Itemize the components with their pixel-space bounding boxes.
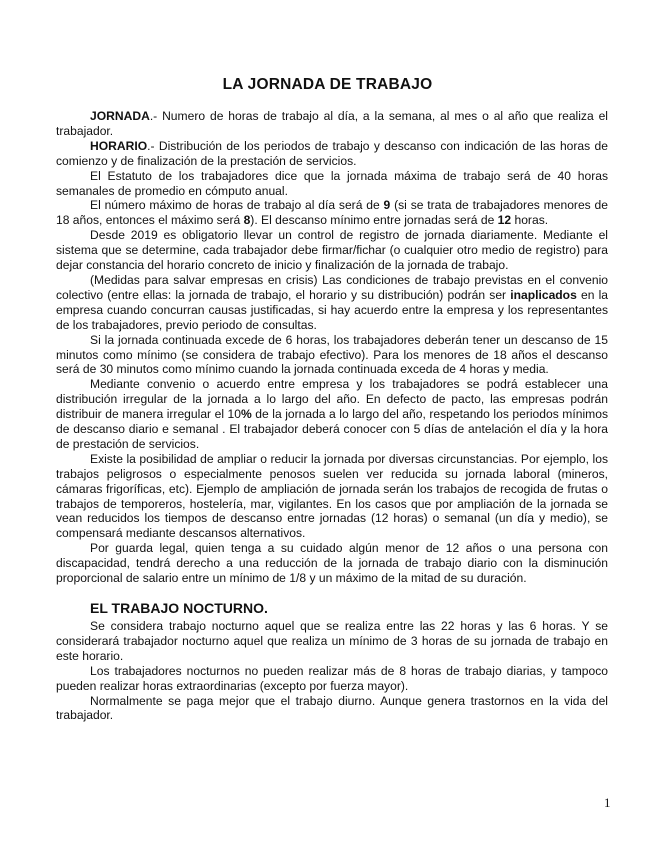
paragraph-continuada: Si la jornada continuada excede de 6 horas, los trabajadores deberán tener un descanso de 15 minutos como mínimo (se considera de trabajo efectivo). Para los menores de 18 años el descanso será de 30 minutos como mínimo cuando la jornada continuada exceda de 4 horas y media. (56, 332, 608, 377)
maximo-text-3: ). El descanso mínimo entre jornadas será de (250, 213, 498, 228)
paragraph-crisis (56, 273, 608, 333)
irregular-text-2: de la jornada a lo largo del año, respetando los periodos mínimos de descanso diario e semanal . El trabajador deberá conocer con 5 días de antelación el día y la hora de prestación de servicios. (56, 407, 608, 451)
maximo-text-2: (si se trata de trabajadores menores de 18 años, entonces el máximo será (56, 198, 608, 228)
term-jornada: JORNADA (90, 109, 150, 123)
document-body (56, 109, 608, 723)
paragraph-irregular (56, 377, 608, 452)
page-title: LA JORNADA DE TRABAJO (222, 76, 433, 93)
paragraph-ampliar: Existe la posibilidad de ampliar o reducir la jornada por diversas circunstancias. Por ejemplo, los trabajos peligrosos o especialmente penosos suelen ver reducida su jornada laboral (mineros, cámaras frigoríficas, etc). Ejemplo de ampliación de jornada serán los trabajos de recogida de frutas o trabajos de temporeros, hostelería, mar, vigilantes. En los casos que por ampliación de la jornada se vean reducidos los tiempos de descanso entre jornadas (12 horas) o semanal (un día y medio), se compensará mediante descansos alternativos. (56, 451, 608, 541)
irregular-text-1: Mediante convenio o acuerdo entre empresa y los trabajadores se podrá establecer una distribución irregular de la jornada a lo largo del año. En defecto de pacto, las empresas podrán distribuir de manera irregular el 10 (56, 377, 608, 422)
maximo-bold-9: 9 (383, 198, 391, 213)
paragraph-nocturno-1: Se considera trabajo nocturno aquel que se realiza entre las 22 horas y las 6 horas. Y se considerará trabajador nocturno aquel que realiza un mínimo de 3 horas de su jornada de trabajo en este horario. (56, 619, 608, 663)
definition-horario: .- Distribución de los periodos de trabajo y descanso con indicación de las horas de comienzo y de finalización de la prestación de servicios. (56, 138, 608, 168)
paragraph-nocturno-3: Normalmente se paga mejor que el trabajo diurno. Aunque genera trastornos en la vida del trabajador. (56, 693, 608, 723)
paragraph-horario (56, 139, 608, 169)
paragraph-maximo (56, 198, 608, 228)
crisis-text-1: (Medidas para salvar empresas en crisis) Las condiciones de trabajo previstas en el convenio colectivo (entre ellas: la jornada de trabajo, el horario y su distribución) podrán ser (56, 272, 608, 302)
paragraph-guarda: Por guarda legal, quien tenga a su cuidado algún menor de 12 años o una persona con discapacidad, tendrá derecho a una reducción de la jornada de trabajo diario con la disminución proporcional de salario entre un mínimo de 1/8 y un máximo de la mitad de su duración. (56, 541, 608, 586)
paragraph-registro: Desde 2019 es obligatorio llevar un control de registro de jornada diariamente. Mediante el sistema que se determine, cada trabajador debe firmar/fichar (o cualquier otro medio de registro) para dejar constancia del horario concreto de inicio y finalización de la jornada de trabajo. (56, 228, 608, 273)
section-heading-nocturno: EL TRABAJO NOCTURNO. (90, 600, 268, 616)
paragraph-nocturno-2: Los trabajadores nocturnos no pueden realizar más de 8 horas de trabajo diarias, y tampoco pueden realizar horas extraordinarias (excepto por fuerza mayor). (56, 663, 608, 693)
definition-jornada: .- Numero de horas de trabajo al día, a la semana, al mes o al año que realiza el trabajador. (56, 109, 608, 138)
paragraph-jornada (56, 109, 608, 139)
maximo-text-4: horas. (511, 213, 549, 228)
crisis-bold-inaplicados: inaplicados (510, 287, 577, 302)
maximo-bold-8: 8 (243, 213, 251, 228)
maximo-text-1: El número máximo de horas de trabajo al día será de (90, 198, 384, 213)
paragraph-estatuto: El Estatuto de los trabajadores dice que la jornada máxima de trabajo será de 40 horas semanales de promedio en cómputo anual. (56, 168, 608, 198)
page-number: 1 (604, 795, 611, 810)
term-horario: HORARIO (90, 138, 148, 153)
maximo-bold-12: 12 (497, 213, 512, 228)
crisis-text-2: en la empresa cuando concurran causas justificadas, si hay acuerdo entre la empresa y los representantes de los trabajadores, previo periodo de consultas. (56, 287, 609, 332)
irregular-bold-percent: % (241, 407, 252, 422)
